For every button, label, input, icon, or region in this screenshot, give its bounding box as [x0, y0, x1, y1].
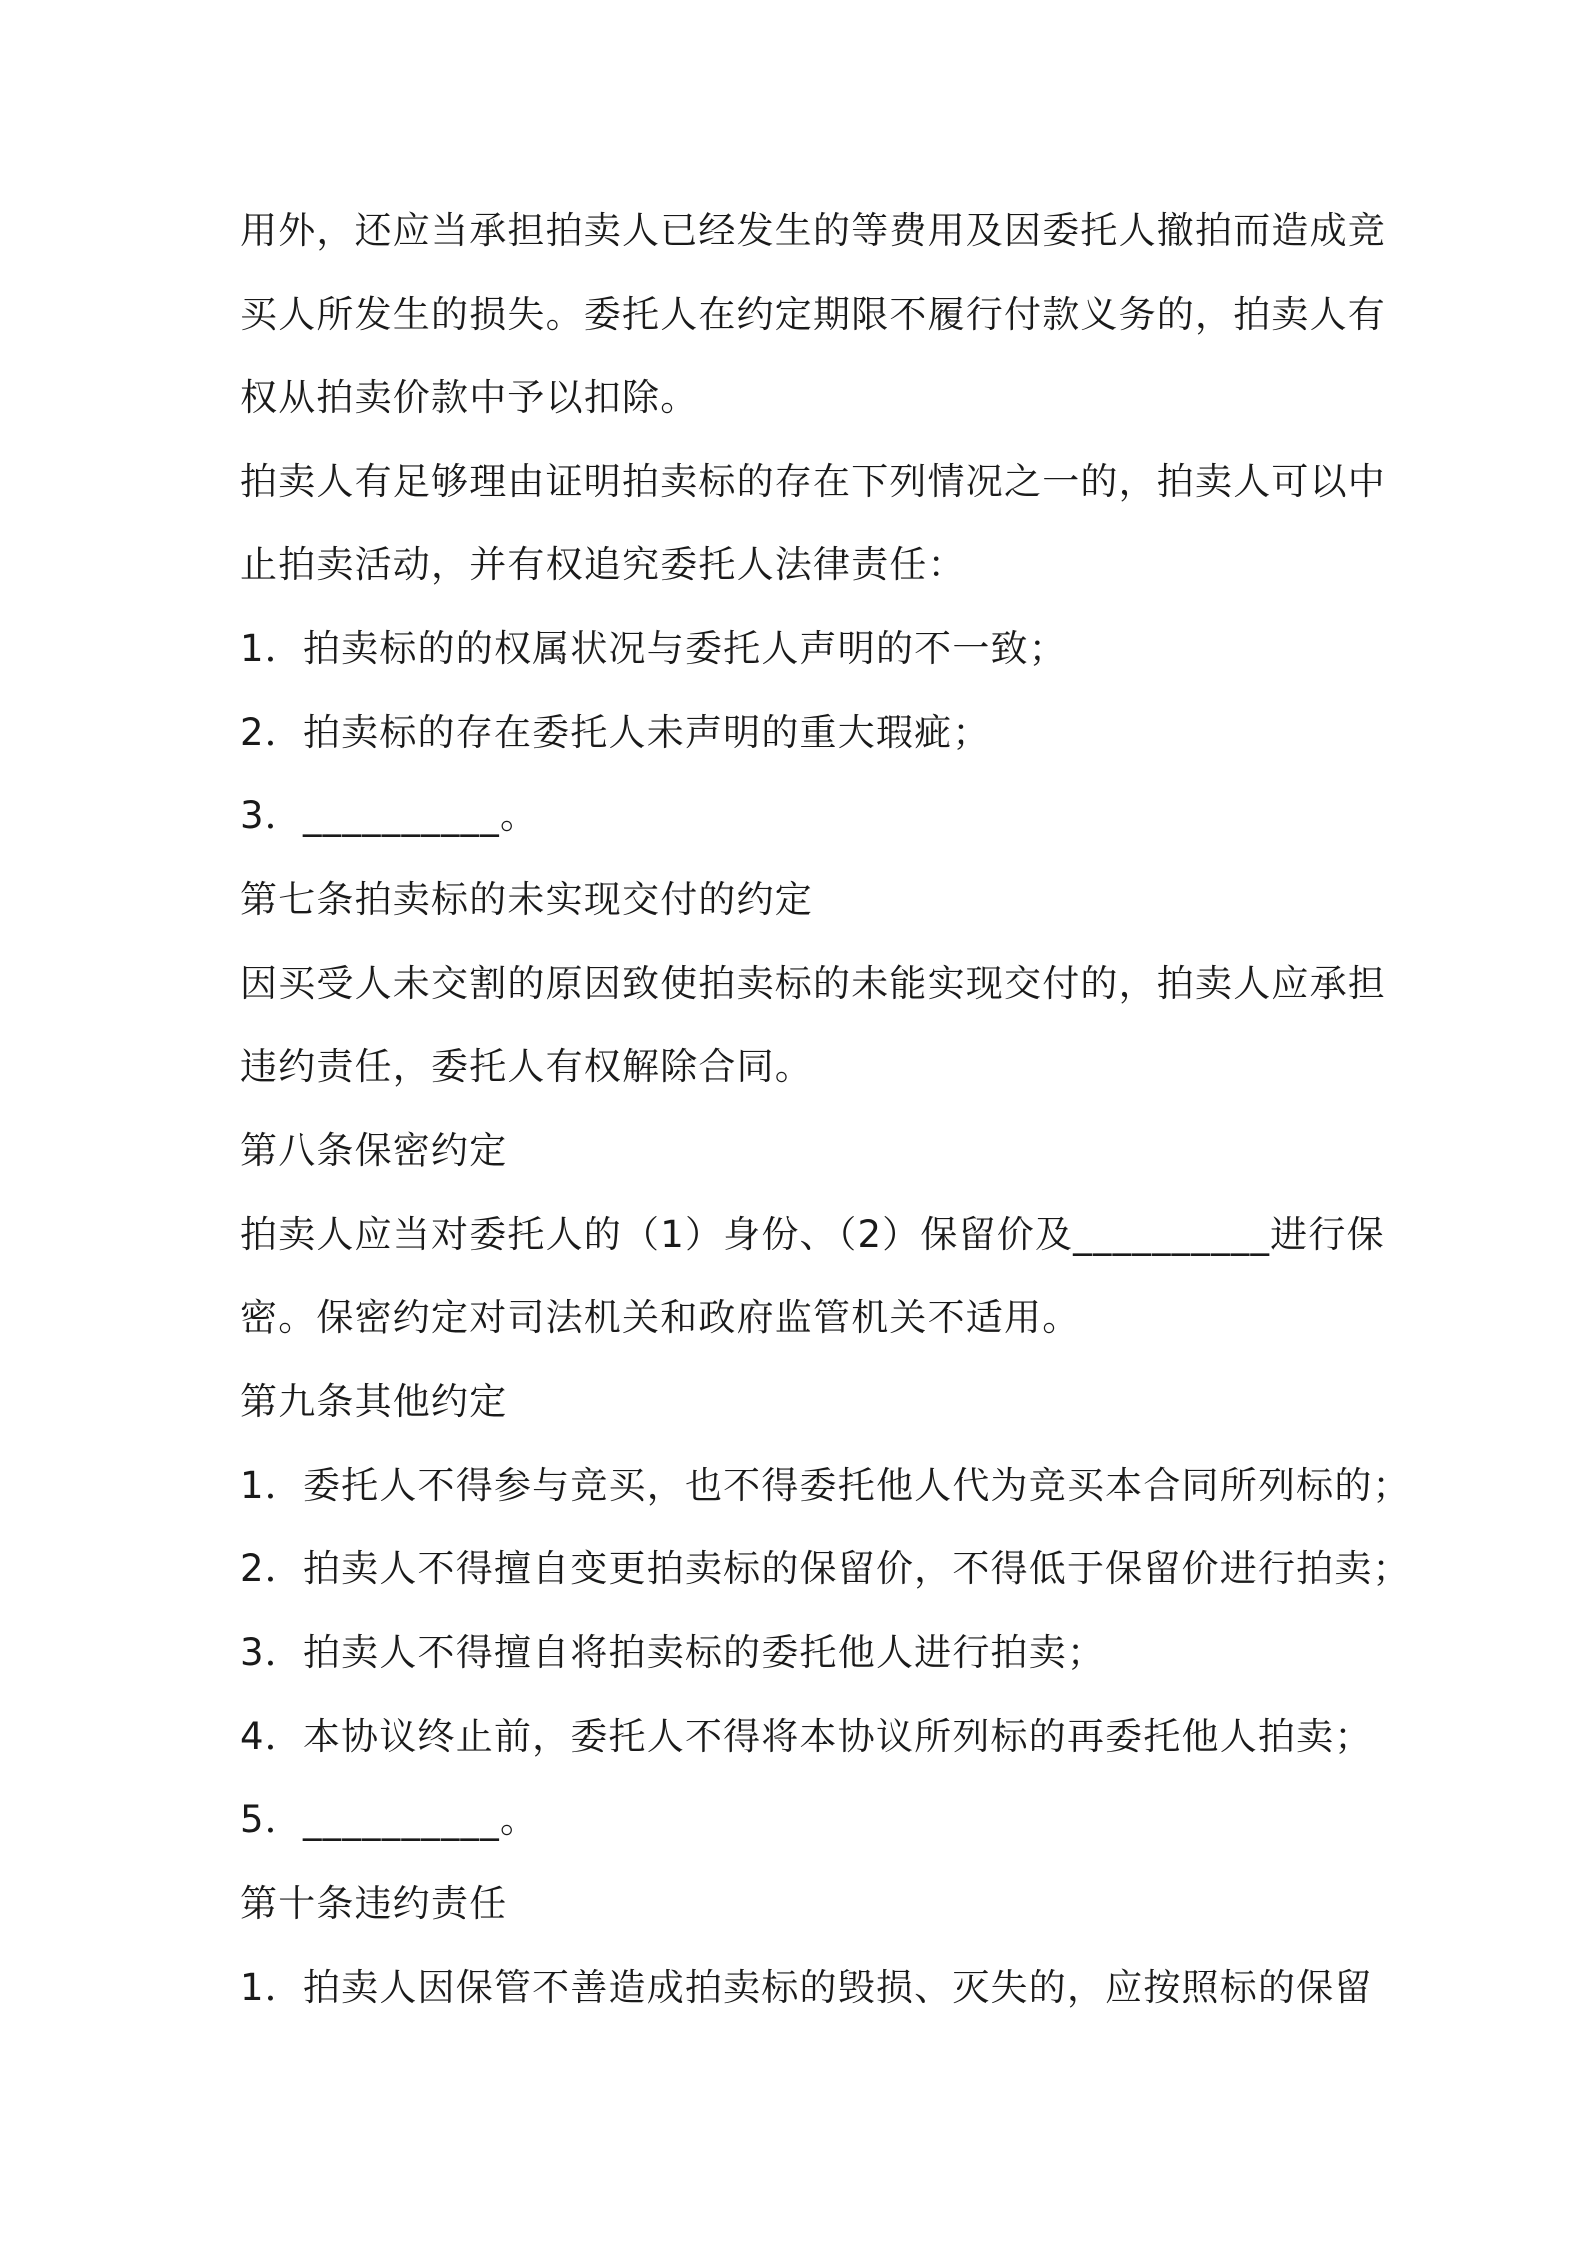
paragraph-line: 违约责任，委托人有权解除合同。: [240, 1045, 813, 1088]
section-heading-9: 第九条其他约定: [240, 1380, 508, 1423]
list-item: 2．拍卖标的存在委托人未声明的重大瑕疵；: [240, 711, 991, 754]
list-item: 1．拍卖标的的权属状况与委托人声明的不一致；: [240, 627, 1067, 670]
section-heading-8: 第八条保密约定: [240, 1129, 508, 1172]
list-item: 2．拍卖人不得擅自变更拍卖标的保留价，不得低于保留价进行拍卖；: [240, 1547, 1411, 1590]
list-item-blank: 5．__________。: [240, 1798, 539, 1841]
paragraph-line: 买人所发生的损失。委托人在约定期限不履行付款义务的，拍卖人有: [240, 293, 1386, 336]
paragraph-line: 拍卖人应当对委托人的（1）身份、（2）保留价及__________进行保: [240, 1213, 1385, 1256]
paragraph-line: 因买受人未交割的原因致使拍卖标的未能实现交付的，拍卖人应承担: [240, 962, 1386, 1005]
list-item: 4．本协议终止前，委托人不得将本协议所列标的再委托他人拍卖；: [240, 1715, 1373, 1758]
paragraph-line: 拍卖人有足够理由证明拍卖标的存在下列情况之一的，拍卖人可以中: [240, 460, 1386, 503]
section-heading-7: 第七条拍卖标的未实现交付的约定: [240, 878, 813, 921]
paragraph-line: 用外，还应当承担拍卖人已经发生的等费用及因委托人撤拍而造成竞: [240, 209, 1386, 252]
list-item-blank: 3．__________。: [240, 794, 539, 837]
list-item: 3．拍卖人不得擅自将拍卖标的委托他人进行拍卖；: [240, 1631, 1106, 1674]
paragraph-line: 密。保密约定对司法机关和政府监管机关不适用。: [240, 1296, 1081, 1339]
paragraph-line: 止拍卖活动，并有权追究委托人法律责任：: [240, 543, 966, 586]
section-heading-10: 第十条违约责任: [240, 1882, 508, 1925]
list-item: 1．拍卖人因保管不善造成拍卖标的毁损、灭失的，应按照标的保留: [240, 1966, 1373, 2009]
paragraph-line: 权从拍卖价款中予以扣除。: [240, 376, 699, 419]
list-item: 1．委托人不得参与竞买，也不得委托他人代为竞买本合同所列标的；: [240, 1464, 1411, 1507]
